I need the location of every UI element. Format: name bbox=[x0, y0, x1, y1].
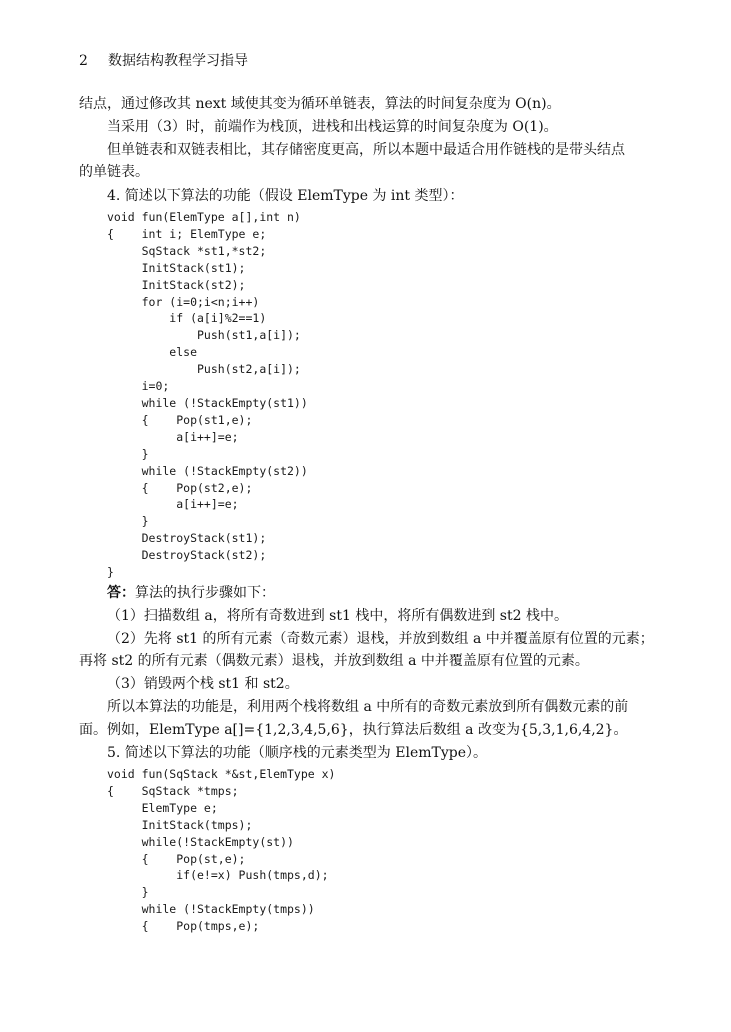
question-5: 5. 简述以下算法的功能（顺序栈的元素类型为 ElemType）。 bbox=[107, 745, 488, 761]
code-line: i=0; bbox=[107, 379, 170, 394]
code-line: void fun(ElemType a[],int n) bbox=[107, 210, 301, 224]
code-line: { SqStack *tmps; bbox=[107, 783, 239, 798]
code-block-q5 bbox=[107, 766, 335, 935]
paragraph-p3b: 的单链表。 bbox=[79, 164, 149, 180]
code-line: while (!StackEmpty(tmps)) bbox=[107, 902, 315, 917]
running-header-title: 数据结构教程学习指导 bbox=[108, 53, 248, 69]
code-line: for (i=0;i<n;i++) bbox=[107, 294, 260, 309]
code-line: if(e!=x) Push(tmps,d); bbox=[107, 868, 329, 883]
code-line: { Pop(tmps,e); bbox=[107, 919, 260, 934]
code-line: } bbox=[107, 885, 149, 900]
code-line: while(!StackEmpty(st)) bbox=[107, 834, 294, 849]
answer-step-2b: 再将 st2 的所有元素（偶数元素）退栈，并放到数组 a 中并覆盖原有位置的元素。 bbox=[79, 653, 589, 669]
question-4: 4. 简述以下算法的功能（假设 ElemType 为 int 类型）： bbox=[107, 188, 464, 204]
answer-step-1: （1）扫描数组 a，将所有奇数进到 st1 栈中，将所有偶数进到 st2 栈中。 bbox=[107, 608, 568, 624]
code-line: } bbox=[107, 514, 149, 529]
answer-step-2a: （2）先将 st1 的所有元素（奇数元素）退栈，并放到数组 a 中并覆盖原有位置的元素； bbox=[107, 631, 654, 647]
conclusion-b: 面。例如，ElemType a[]={1,2,3,4,5,6}，执行算法后数组 a 改变为{5,3,1,6,4,2}。 bbox=[79, 722, 628, 738]
code-line: InitStack(st1); bbox=[107, 260, 246, 275]
code-line: { Pop(st1,e); bbox=[107, 412, 253, 427]
code-line: a[i++]=e; bbox=[107, 497, 239, 512]
answer-label: 答： bbox=[107, 585, 135, 601]
code-line: SqStack *st1,*st2; bbox=[107, 243, 267, 258]
code-line: ElemType e; bbox=[107, 800, 218, 815]
answer-line bbox=[107, 584, 687, 602]
code-line: Push(st2,a[i]); bbox=[107, 362, 301, 377]
answer-intro: 算法的执行步骤如下： bbox=[135, 585, 275, 601]
code-line: { Pop(st2,e); bbox=[107, 480, 253, 495]
code-line: } bbox=[107, 446, 149, 461]
page-number: 2 bbox=[79, 53, 88, 69]
paragraph-p3a: 但单链表和双链表相比，其存储密度更高，所以本题中最适合用作链栈的是带头结点 bbox=[107, 142, 625, 158]
code-line: InitStack(tmps); bbox=[107, 817, 253, 832]
code-line: Push(st1,a[i]); bbox=[107, 328, 301, 343]
code-line: void fun(SqStack *&st,ElemType x) bbox=[107, 767, 336, 781]
answer-step-3: （3）销毁两个栈 st1 和 st2。 bbox=[107, 676, 299, 692]
code-line: if (a[i]%2==1) bbox=[107, 311, 267, 326]
code-line: { Pop(st,e); bbox=[107, 851, 246, 866]
conclusion-a: 所以本算法的功能是，利用两个栈将数组 a 中所有的奇数元素放到所有偶数元素的前 bbox=[107, 699, 629, 715]
code-block-q4 bbox=[107, 209, 308, 581]
paragraph-p2: 当采用（3）时，前端作为栈顶，进栈和出栈运算的时间复杂度为 O(1)。 bbox=[107, 119, 558, 135]
code-line: } bbox=[107, 565, 114, 580]
code-line: InitStack(st2); bbox=[107, 277, 246, 292]
code-line: else bbox=[107, 345, 198, 360]
code-line: DestroyStack(st1); bbox=[107, 531, 267, 546]
code-line: while (!StackEmpty(st1)) bbox=[107, 395, 308, 410]
code-line: while (!StackEmpty(st2)) bbox=[107, 463, 308, 478]
code-line: { int i; ElemType e; bbox=[107, 226, 267, 241]
code-line: DestroyStack(st2); bbox=[107, 548, 267, 563]
code-line: a[i++]=e; bbox=[107, 429, 239, 444]
paragraph-p1: 结点，通过修改其 next 域使其变为循环单链表，算法的时间复杂度为 O(n)。 bbox=[79, 96, 561, 112]
